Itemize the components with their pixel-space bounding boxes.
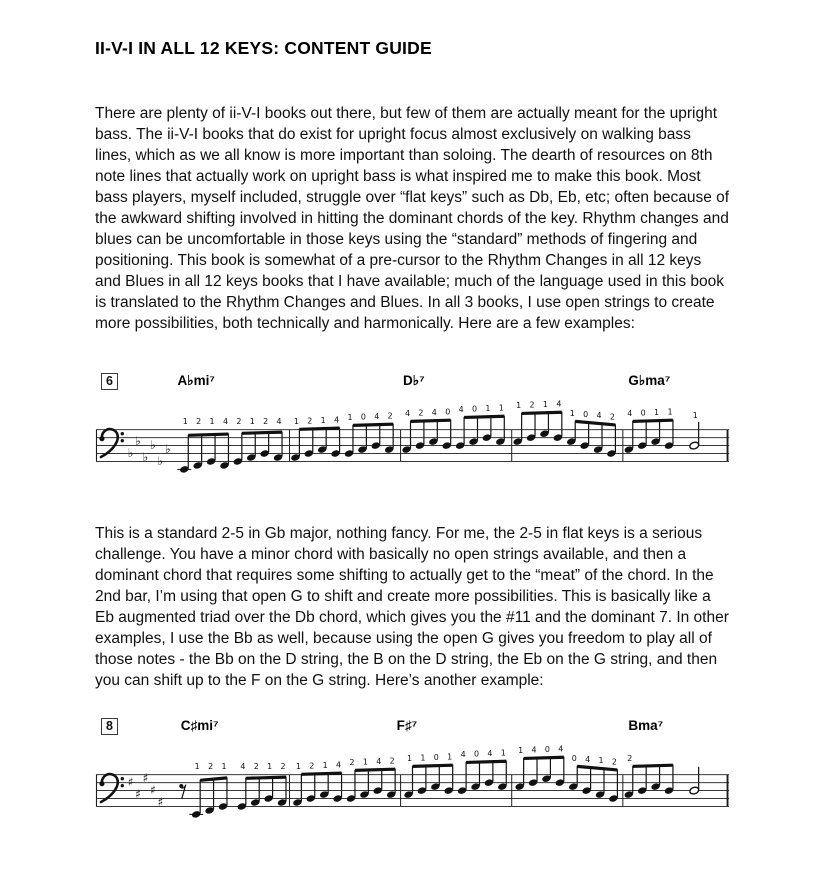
svg-text:1: 1 [249, 416, 255, 426]
svg-text:♭: ♭ [150, 438, 156, 453]
chord-symbol: G♭ma⁷ [628, 373, 671, 388]
svg-text:0: 0 [544, 745, 550, 755]
svg-text:1: 1 [542, 400, 548, 410]
chord-symbol: A♭mi⁷ [177, 373, 215, 388]
svg-text:4: 4 [276, 416, 282, 426]
svg-text:1: 1 [516, 400, 522, 410]
svg-text:2: 2 [280, 761, 286, 771]
svg-text:2: 2 [387, 411, 393, 421]
svg-text:1: 1 [295, 761, 301, 771]
svg-text:0: 0 [360, 412, 366, 422]
svg-text:♭: ♭ [135, 434, 141, 449]
svg-text:4: 4 [405, 408, 411, 418]
svg-text:4: 4 [558, 744, 564, 754]
svg-text:4: 4 [585, 755, 591, 765]
svg-text:2: 2 [236, 416, 242, 426]
svg-text:1: 1 [569, 408, 575, 418]
svg-text:2: 2 [389, 756, 395, 766]
svg-text:1: 1 [518, 746, 524, 756]
svg-text:1: 1 [654, 408, 660, 418]
svg-text:0: 0 [583, 410, 589, 420]
svg-text:♯: ♯ [157, 795, 164, 810]
svg-text:1: 1 [347, 412, 353, 422]
svg-text:1: 1 [485, 404, 491, 414]
svg-text:0: 0 [433, 753, 439, 763]
svg-text:4: 4 [374, 412, 380, 422]
svg-text:4: 4 [596, 411, 602, 421]
svg-text:4: 4 [336, 760, 342, 770]
svg-text:1: 1 [667, 407, 673, 417]
example-1-header [95, 372, 730, 394]
svg-text:1: 1 [598, 756, 604, 766]
svg-text:4: 4 [376, 757, 382, 767]
svg-text:2: 2 [196, 416, 202, 426]
svg-text:2: 2 [627, 754, 633, 764]
intro-paragraph: There are plenty of ii-V-I books out there, but few of them are actually meant for the upright bass. The ii-V-I books that do exist for upright focus almost exclusively on walking bass lines, which as we all know is more important than soloing. The dearth of resources on 8th note lines that actually work on upright bass is what inspired me to make this book. Most bass players, myself included, struggle over “flat keys” such as Db, Eb, etc; often because of the awkward shifting involved in hitting the dominant chords of the key. Rhythm changes and blues can be uncomfortable in those keys using the “standard” methods of fingering and positioning. This book is somewhat of a pre-cursor to the Rhythm Changes in all 12 keys and Blues in all 12 keys books that I have available; much of the language used in this book is translated to the Rhythm Changes and Blues. In all 3 books, I use open strings to create more possibilities, both technically and harmonically. Here are a few examples: [95, 105, 730, 332]
svg-text:1: 1 [182, 416, 188, 426]
svg-text:♯: ♯ [142, 771, 149, 786]
svg-text:1: 1 [420, 753, 426, 763]
svg-text:1: 1 [500, 748, 506, 758]
svg-text:4: 4 [240, 761, 246, 771]
svg-text:♭: ♭ [142, 449, 149, 464]
music-example-1 [95, 372, 730, 493]
svg-text:2: 2 [253, 761, 259, 771]
svg-text:0: 0 [445, 407, 451, 417]
svg-text:0: 0 [471, 404, 478, 414]
svg-text:4: 4 [222, 416, 228, 426]
svg-text:4: 4 [458, 404, 464, 414]
svg-text:1: 1 [194, 761, 200, 771]
svg-text:4: 4 [531, 745, 537, 755]
svg-text:0: 0 [473, 749, 480, 759]
chord-symbol: F♯⁷ [396, 718, 418, 734]
svg-text:1: 1 [221, 761, 227, 771]
chord-symbol: C♯mi⁷ [180, 718, 219, 734]
svg-text:♯: ♯ [150, 783, 156, 798]
svg-text:1: 1 [209, 416, 215, 426]
page-title: II-V-I IN ALL 12 KEYS: CONTENT GUIDE [95, 38, 432, 58]
svg-text:1: 1 [407, 754, 413, 764]
svg-text:2: 2 [307, 416, 313, 426]
svg-text:2: 2 [529, 400, 535, 410]
svg-text:4: 4 [556, 399, 562, 409]
svg-text:4: 4 [431, 408, 437, 418]
svg-text:2: 2 [349, 758, 355, 768]
svg-text:♭: ♭ [127, 446, 134, 461]
svg-text:4: 4 [460, 750, 466, 760]
svg-text:2: 2 [611, 757, 617, 767]
svg-text:0: 0 [571, 754, 577, 764]
svg-text:2: 2 [609, 412, 615, 422]
svg-text:1: 1 [322, 761, 328, 771]
svg-text:2: 2 [263, 416, 269, 426]
example-2-header [95, 717, 730, 739]
svg-text:1: 1 [362, 757, 368, 767]
svg-text:♯: ♯ [127, 775, 134, 790]
svg-text:1: 1 [692, 410, 698, 420]
svg-text:♭: ♭ [164, 442, 171, 457]
svg-text:♭: ♭ [157, 453, 164, 468]
svg-text:1: 1 [267, 761, 273, 771]
svg-text:1: 1 [447, 752, 453, 762]
svg-text:1: 1 [498, 403, 504, 413]
svg-text:2: 2 [418, 408, 424, 418]
svg-text:4: 4 [334, 415, 340, 425]
bass-clef-staff [95, 739, 730, 838]
svg-text:4: 4 [487, 749, 493, 759]
svg-text:2: 2 [208, 761, 214, 771]
bass-clef-staff [95, 394, 730, 493]
svg-text:1: 1 [293, 416, 299, 426]
chord-symbol: Bma⁷ [628, 718, 664, 734]
svg-text:♯: ♯ [135, 787, 141, 802]
analysis-paragraph: This is a standard 2-5 in Gb major, nothing fancy. For me, the 2-5 in flat keys is a serious challenge. You have a minor chord with basically no open strings available, and then a dominant chord that requires some shifting to actually get to the “meat” of the chord. In the 2nd bar, I’m using that open G to shift and create more possibilities. This is basically like a Eb augmented triad over the Db chord, which gives you the #11 and the dominant 7. In other examples, I use the Bb as well, because using the open G gives you freedom to play all of those notes - the Bb on the D string, the B on the D string, the Eb on the G string, and then you can shift up to the F on the G string. Here’s another example: [95, 525, 729, 690]
svg-text:2: 2 [309, 761, 315, 771]
svg-text:1: 1 [320, 415, 326, 425]
svg-text:0: 0 [640, 408, 646, 418]
svg-text:4: 4 [627, 408, 633, 418]
rehearsal-mark: 8 [101, 718, 118, 735]
rehearsal-mark: 6 [101, 373, 118, 390]
chord-symbol: D♭⁷ [402, 373, 425, 388]
music-example-2 [95, 717, 730, 838]
